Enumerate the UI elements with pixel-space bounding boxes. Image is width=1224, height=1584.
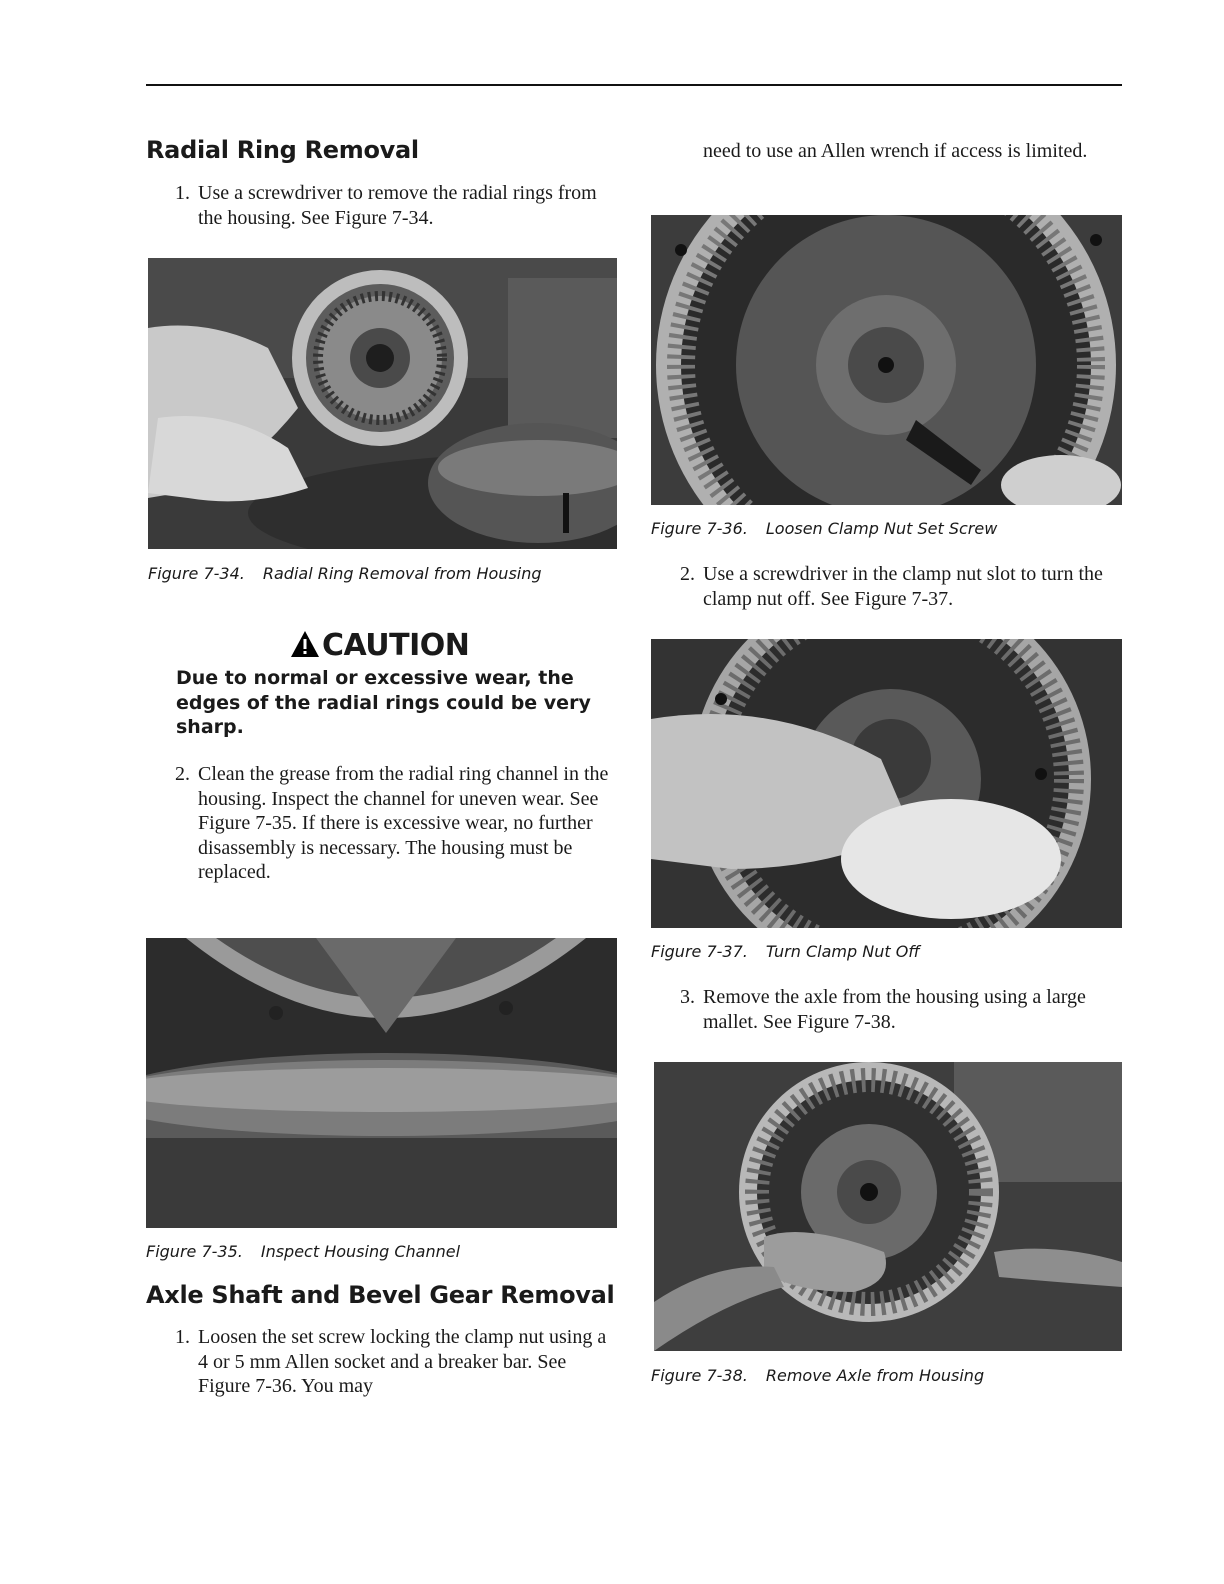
figure-7-36-caption <box>651 519 997 538</box>
caution-title: CAUTION <box>322 628 470 663</box>
warning-triangle-icon <box>290 630 320 666</box>
step-number: 2. <box>680 563 695 585</box>
figure-7-35-photo <box>146 938 617 1228</box>
figure-7-35-caption <box>146 1242 460 1261</box>
step-text: Use a screwdriver to remove the radial rings from the housing. See Figure 7-34. <box>198 182 597 229</box>
step-number: 1. <box>175 182 190 204</box>
caution-heading <box>290 628 469 666</box>
step-text: Remove the axle from the housing using a large mallet. See Figure 7-38. <box>703 986 1086 1033</box>
figure-label: Figure 7-34. <box>148 564 245 583</box>
figure-title: Loosen Clamp Nut Set Screw <box>765 519 998 538</box>
figure-title: Radial Ring Removal from Housing <box>262 564 542 583</box>
figure-label: Figure 7-38. <box>651 1366 748 1385</box>
step-number: 2. <box>175 763 190 785</box>
step-text: Loosen the set screw locking the clamp nut using a 4 or 5 mm Allen socket and a breaker bar. See Figure 7-36. You may <box>198 1326 607 1397</box>
step-text: Use a screwdriver in the clamp nut slot to turn the clamp nut off. See Figure 7-37. <box>703 563 1103 610</box>
figure-title: Turn Clamp Nut Off <box>765 942 920 961</box>
step-number: 3. <box>680 986 695 1008</box>
figure-7-37-photo <box>651 639 1122 928</box>
axle-heading: Axle Shaft and Bevel Gear Removal <box>146 1281 615 1309</box>
radial-ring-heading: Radial Ring Removal <box>146 136 419 164</box>
figure-label: Figure 7-35. <box>146 1242 243 1261</box>
caution-text: Due to normal or excessive wear, the edges of the radial rings could be very sharp. <box>176 667 591 738</box>
figure-7-37-caption <box>651 942 920 961</box>
axle-step-1-continued: need to use an Allen wrench if access is limited. <box>703 140 1088 162</box>
header-rule <box>146 84 1122 86</box>
figure-label: Figure 7-37. <box>651 942 748 961</box>
figure-label: Figure 7-36. <box>651 519 748 538</box>
figure-7-34-caption <box>148 564 542 583</box>
figure-7-38-photo <box>654 1062 1122 1351</box>
figure-7-36-photo <box>651 215 1122 505</box>
step-number: 1. <box>175 1326 190 1348</box>
figure-title: Inspect Housing Channel <box>260 1242 461 1261</box>
step-text: Clean the grease from the radial ring channel in the housing. Inspect the channel for uneven wear. See Figure 7-35. If there is excessive wear, no further disassembly is necessary. The housing must be replaced. <box>198 763 609 883</box>
figure-7-34-photo <box>148 258 617 549</box>
figure-7-38-caption <box>651 1366 984 1385</box>
figure-title: Remove Axle from Housing <box>765 1366 985 1385</box>
